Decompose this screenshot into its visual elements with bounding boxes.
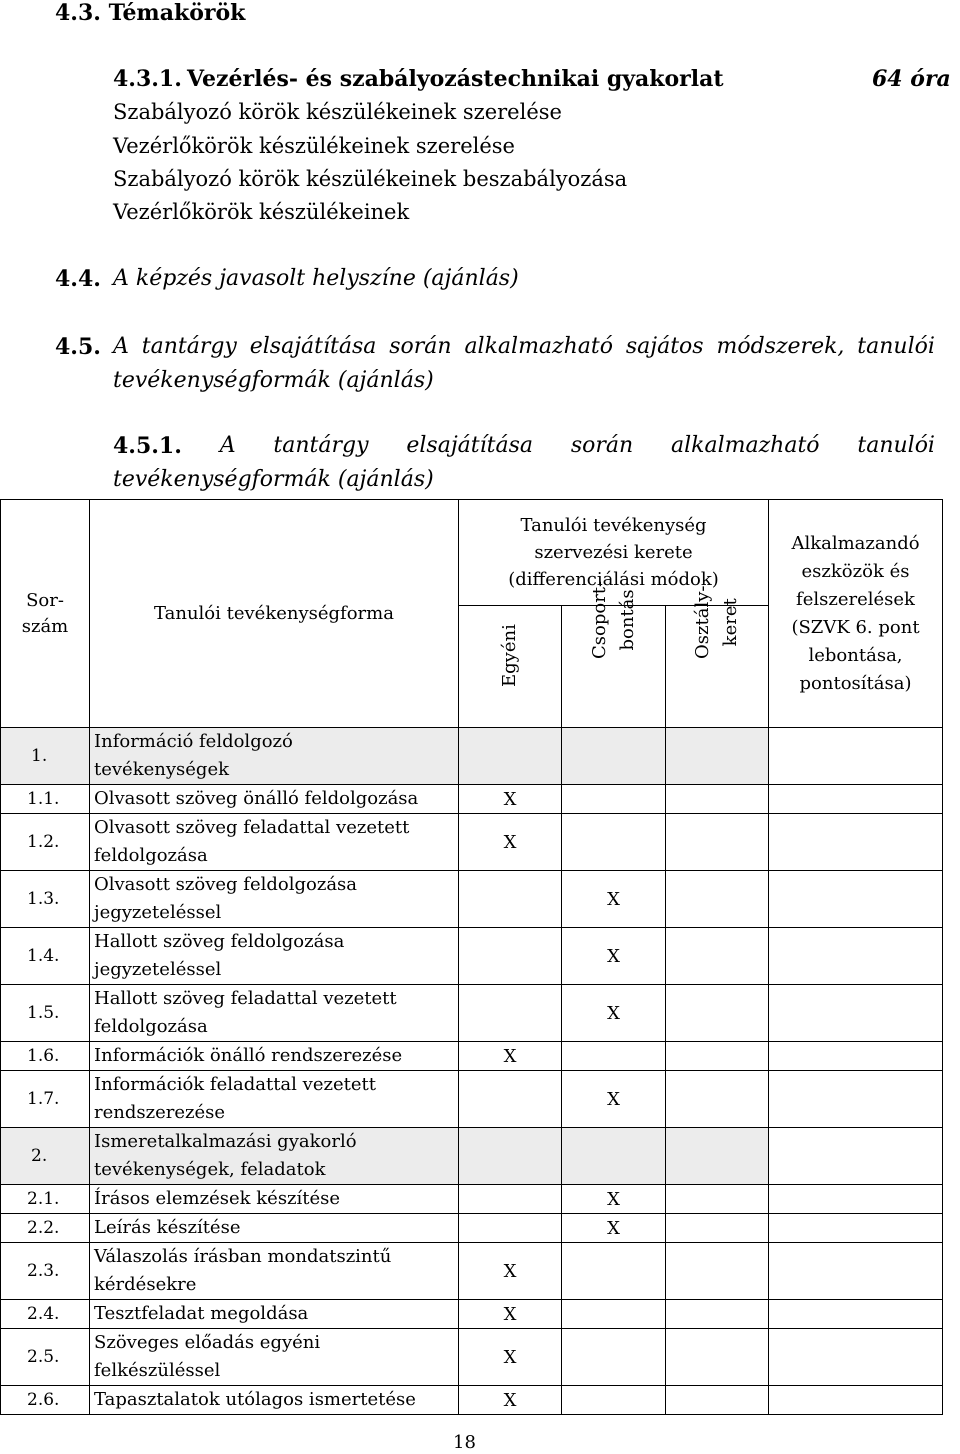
header-alk-line: lebontása, <box>808 644 903 666</box>
topic-title: Vezérlés- és szabályozástechnikai gyakorlat <box>187 66 724 92</box>
heading-4-5-number: 4.5. <box>55 334 101 360</box>
header-csoport-cell <box>562 580 666 728</box>
heading-4-4-number: 4.4. <box>55 266 101 292</box>
activity-table <box>0 499 943 1415</box>
heading-4-5-1-line1 <box>113 433 935 459</box>
activity-cell <box>90 814 459 871</box>
eszkozok-cell <box>769 985 943 1042</box>
activity-line: Olvasott szöveg feladattal vezetett <box>94 817 410 838</box>
row-number: 2. <box>1 1128 90 1185</box>
eszkozok-cell <box>769 1386 943 1415</box>
csoport-cell: X <box>562 871 666 928</box>
activity-line: jegyzeteléssel <box>94 902 222 923</box>
section-heading-4-3: 4.3. Témakörök <box>55 0 246 26</box>
heading-4-5-line2: tevékenységformák (ajánlás) <box>113 368 434 393</box>
eszkozok-cell <box>769 728 943 785</box>
word: tantárgy <box>273 433 369 458</box>
row-number: 1.1. <box>1 785 90 814</box>
activity-cell <box>90 985 459 1042</box>
csoport-cell <box>562 814 666 871</box>
activity-line: Ismeretalkalmazási gyakorló <box>94 1131 357 1152</box>
table-row <box>1 1386 943 1415</box>
egyeni-cell <box>459 1071 562 1128</box>
eszkozok-cell <box>769 1185 943 1214</box>
osztaly-cell <box>666 1042 769 1071</box>
header-csoport-line: Csoport- <box>588 580 610 659</box>
activity-cell <box>90 1386 459 1415</box>
word: elsajátítása <box>406 433 533 458</box>
activity-line: kérdésekre <box>94 1274 197 1295</box>
eszkozok-cell <box>769 814 943 871</box>
topic-line: Vezérlőkörök készülékeinek szerelése <box>113 134 515 158</box>
activity-line: Információk feladattal vezetett <box>94 1074 376 1095</box>
activity-line: Tapasztalatok utólagos ismertetése <box>94 1389 416 1410</box>
csoport-cell: X <box>562 1185 666 1214</box>
row-number: 2.3. <box>1 1243 90 1300</box>
activity-line: jegyzeteléssel <box>94 959 222 980</box>
header-alk-line: Alkalmazandó <box>791 532 920 554</box>
activity-line: Írásos elemzések készítése <box>94 1188 341 1209</box>
activity-line: feldolgozása <box>94 1016 208 1037</box>
heading-4-5-1-line2: tevékenységformák (ajánlás) <box>113 467 434 492</box>
row-number: 1.6. <box>1 1042 90 1071</box>
activity-cell <box>90 1071 459 1128</box>
osztaly-cell <box>666 1243 769 1300</box>
eszkozok-cell <box>769 785 943 814</box>
eszkozok-cell <box>769 1071 943 1128</box>
activity-line: Szöveges előadás egyéni <box>94 1332 321 1353</box>
egyeni-cell: X <box>459 1329 562 1386</box>
header-osztaly-cell <box>666 585 769 728</box>
table-row <box>1 1042 943 1071</box>
header-alk-line: pontosítása) <box>799 672 912 694</box>
header-sorszam-line: Sor- <box>26 589 64 611</box>
activity-cell <box>90 785 459 814</box>
section-row <box>1 1128 943 1185</box>
csoport-cell <box>562 1300 666 1329</box>
header-forma: Tanulói tevékenységforma <box>90 500 459 728</box>
table-row <box>1 785 943 814</box>
header-egyeni: Egyéni <box>499 623 520 687</box>
osztaly-cell <box>666 871 769 928</box>
word: A <box>219 433 236 458</box>
csoport-cell <box>562 1386 666 1415</box>
activity-cell <box>90 1243 459 1300</box>
header-alkalmazando <box>769 500 943 728</box>
osztaly-cell <box>666 1185 769 1214</box>
header-osztaly-line: keret <box>720 597 741 646</box>
activity-line: Leírás készítése <box>94 1217 241 1238</box>
row-number: 2.4. <box>1 1300 90 1329</box>
csoport-cell <box>562 1128 666 1185</box>
header-alk-line: felszerelések <box>796 588 915 610</box>
activity-cell <box>90 728 459 785</box>
eszkozok-cell <box>769 1128 943 1185</box>
activity-line: tevékenységek <box>94 759 229 780</box>
activity-line: Olvasott szöveg önálló feldolgozása <box>94 788 419 809</box>
header-alk-line: eszközök és <box>801 560 910 582</box>
word: A <box>113 334 129 359</box>
header-csoport-line: bontás <box>616 588 638 651</box>
table-row <box>1 1300 943 1329</box>
table-row <box>1 928 943 985</box>
osztaly-cell <box>666 1071 769 1128</box>
row-number: 1. <box>1 728 90 785</box>
word: alkalmazható <box>464 334 614 359</box>
header-alk-line: (SZVK 6. pont <box>791 616 920 638</box>
word: során <box>389 334 452 359</box>
activity-line: tevékenységek, feladatok <box>94 1159 326 1180</box>
table-row <box>1 1214 943 1243</box>
activity-line: Információk önálló rendszerezése <box>94 1045 403 1066</box>
osztaly-cell <box>666 728 769 785</box>
activity-cell <box>90 1329 459 1386</box>
osztaly-cell <box>666 1128 769 1185</box>
eszkozok-cell <box>769 871 943 928</box>
word: során <box>570 433 634 458</box>
row-number: 1.3. <box>1 871 90 928</box>
eszkozok-cell <box>769 1042 943 1071</box>
row-number: 2.1. <box>1 1185 90 1214</box>
row-number: 1.5. <box>1 985 90 1042</box>
egyeni-cell: X <box>459 1300 562 1329</box>
page-number: 18 <box>453 1432 476 1453</box>
table-row <box>1 871 943 928</box>
csoport-cell <box>562 1329 666 1386</box>
header-sorszam <box>1 500 90 728</box>
osztaly-cell <box>666 1386 769 1415</box>
activity-line: Információ feldolgozó <box>94 731 293 752</box>
header-sorszam-line: szám <box>21 615 69 637</box>
osztaly-cell <box>666 1329 769 1386</box>
osztaly-cell <box>666 785 769 814</box>
table-row <box>1 1185 943 1214</box>
eszkozok-cell <box>769 1243 943 1300</box>
osztaly-cell <box>666 985 769 1042</box>
heading-4-4-text: A képzés javasolt helyszíne (ajánlás) <box>113 266 519 291</box>
table-row <box>1 985 943 1042</box>
heading-4-5-line1 <box>113 334 935 359</box>
eszkozok-cell <box>769 1300 943 1329</box>
topic-number: 4.3.1. <box>113 66 182 92</box>
table-row <box>1 1243 943 1300</box>
row-number: 1.4. <box>1 928 90 985</box>
osztaly-cell <box>666 1300 769 1329</box>
activity-line: Tesztfeladat megoldása <box>94 1303 309 1324</box>
row-number: 2.5. <box>1 1329 90 1386</box>
word: tanulói <box>857 433 935 458</box>
table-row <box>1 1329 943 1386</box>
csoport-cell: X <box>562 928 666 985</box>
osztaly-cell <box>666 1214 769 1243</box>
csoport-cell <box>562 785 666 814</box>
activity-line: feldolgozása <box>94 845 208 866</box>
header-osztaly-line: Osztály- <box>692 585 713 659</box>
activity-cell <box>90 871 459 928</box>
eszkozok-cell <box>769 928 943 985</box>
egyeni-cell <box>459 1214 562 1243</box>
heading-4-5-1-number: 4.5.1. <box>113 433 182 459</box>
row-number: 2.6. <box>1 1386 90 1415</box>
egyeni-cell <box>459 928 562 985</box>
csoport-cell <box>562 1042 666 1071</box>
egyeni-cell: X <box>459 814 562 871</box>
header-group-line: szervezési kerete <box>534 542 693 563</box>
egyeni-cell: X <box>459 785 562 814</box>
egyeni-cell <box>459 871 562 928</box>
osztaly-cell <box>666 814 769 871</box>
csoport-cell: X <box>562 1214 666 1243</box>
osztaly-cell <box>666 928 769 985</box>
header-group-line: Tanulói tevékenység <box>520 515 707 536</box>
section-row <box>1 728 943 785</box>
topic-hours: 64 óra <box>872 66 951 92</box>
eszkozok-cell <box>769 1329 943 1386</box>
egyeni-cell <box>459 728 562 785</box>
table-row <box>1 814 943 871</box>
csoport-cell: X <box>562 985 666 1042</box>
egyeni-cell: X <box>459 1386 562 1415</box>
egyeni-cell <box>459 1185 562 1214</box>
word: tanulói <box>857 334 935 359</box>
csoport-cell <box>562 1243 666 1300</box>
header-csoportbontas <box>586 580 642 658</box>
word: alkalmazható <box>670 433 820 458</box>
activity-line: felkészüléssel <box>94 1360 221 1381</box>
header-osztalykeret <box>689 585 745 658</box>
activity-line: Hallott szöveg feladattal vezetett <box>94 988 397 1009</box>
activity-cell <box>90 1128 459 1185</box>
topic-line: Szabályozó körök készülékeinek szerelése <box>113 100 562 124</box>
activity-cell <box>90 1300 459 1329</box>
activity-line: Hallott szöveg feldolgozása <box>94 931 345 952</box>
header-group-line: (differenciálási módok) <box>508 569 719 590</box>
egyeni-cell: X <box>459 1042 562 1071</box>
csoport-cell: X <box>562 1071 666 1128</box>
activity-cell <box>90 1214 459 1243</box>
activity-line: rendszerezése <box>94 1102 226 1123</box>
activity-cell <box>90 1042 459 1071</box>
egyeni-cell <box>459 985 562 1042</box>
row-number: 1.7. <box>1 1071 90 1128</box>
row-number: 1.2. <box>1 814 90 871</box>
header-egyeni-cell <box>459 606 562 728</box>
word: sajátos <box>625 334 704 359</box>
egyeni-cell <box>459 1128 562 1185</box>
eszkozok-cell <box>769 1214 943 1243</box>
word: tantárgy <box>141 334 237 359</box>
activity-cell <box>90 928 459 985</box>
topic-line: Szabályozó körök készülékeinek beszabályozása <box>113 167 628 191</box>
activity-line: Olvasott szöveg feldolgozása <box>94 874 358 895</box>
csoport-cell <box>562 728 666 785</box>
activity-line: Válaszolás írásban mondatszintű <box>94 1246 392 1267</box>
word: módszerek, <box>716 334 845 359</box>
row-number: 2.2. <box>1 1214 90 1243</box>
egyeni-cell: X <box>459 1243 562 1300</box>
word: elsajátítása <box>249 334 377 359</box>
table-row <box>1 1071 943 1128</box>
topic-line: Vezérlőkörök készülékeinek <box>113 200 410 224</box>
activity-cell <box>90 1185 459 1214</box>
